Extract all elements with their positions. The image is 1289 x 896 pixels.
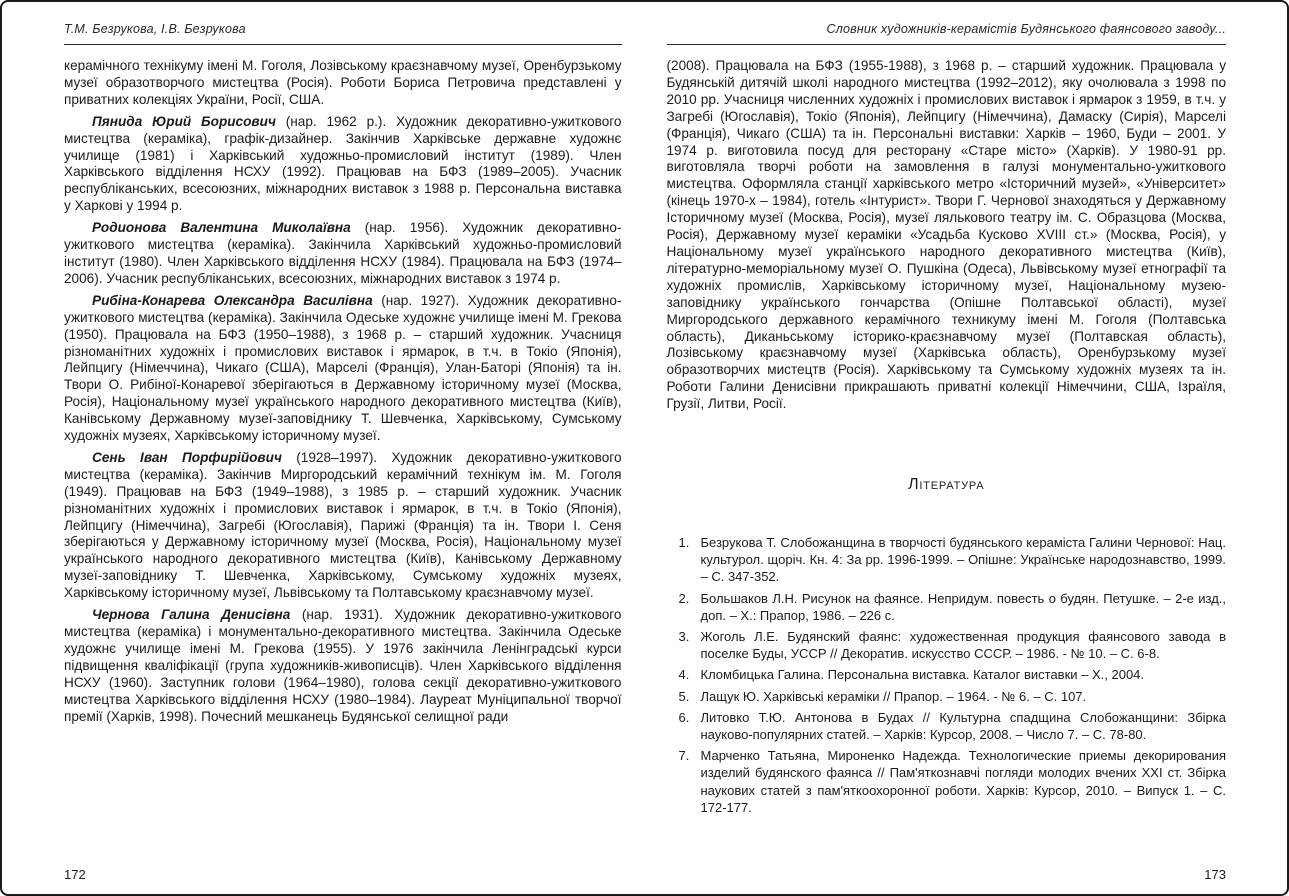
artist-name: Пянида Юрий Борисович (92, 113, 276, 129)
literature-item (667, 709, 1227, 743)
item-number: 5. (678, 688, 690, 704)
paragraph-text: (нар. 1962 р.). Художник декоративно-ужиткового мистецтва (кераміка), графік-дизайнер. Закінчив Харківське державне художнє училище (1981) і Харківський художньо-промисловий інститут (1989). Член Харківського відділення НСХУ (1992). Працював на БФЗ (1989–2005). Учасник республіканських, всесоюзних, міжнародних виставок з 1988 р. Персональна виставка у Харкові у 1994 р. (64, 113, 622, 214)
page-right (645, 2, 1288, 894)
artist-name: Родионова Валентина Миколаївна (92, 220, 351, 236)
artist-name: Чернова Галина Денисівна (92, 607, 291, 623)
running-header-authors: Т.М. Безрукова, І.В. Безрукова (64, 22, 246, 36)
page-number-right: 173 (1204, 867, 1226, 882)
right-page-body (667, 58, 1227, 418)
item-number: 1. (678, 535, 690, 551)
literature-section (667, 476, 1227, 820)
paragraph-chernova-continuation (667, 58, 1227, 413)
paragraph-text: (2008). Працювала на БФЗ (1955-1988), з 1968 р. – старший художник. Працювала у Будянській дитячій школі народного мистецтва (1992–2012), яку очолювала з 1998 по 2010 рр. Учасниця численних художніх і промислових виставок і ярмарок з 1959, в т.ч. у Загребі (Югославія), Токіо (Японія), Лейпцигу (Німеччина), Дамаску (Сирія), Марселі (Франція), Чикаго (США) та ін. Персональні виставки: Харків – 1960, Буди – 2001. У 1974 р. виготовила посуд для ресторану «Старе місто» (Харків). У 1980-91 рр. виготовляла творчі роботи на замовлення в галузі монументально-ужиткового мистецтва. Оформляла станції харківського метро «Історичний музей», «Університет» (кінець 1970-х – 1984), готель «Інтурист». Твори Г. Чернової знаходяться у Державному Історичному музеї (Москва, Росія), музеї лялькового театру ім. С. Образцова (Москва, Росія), Державному музеї кераміки «Усадьба Кусково XVIII ст.» (Москва, Росія), у Національному музеї українського народного декоративного мистецтва (Київ), літературно-меморіальному музеї О. Пушкіна (Одеса), Львівському музеї етнографії та художніх промислів, Харківському історичному музеї, Національному музею-заповіднику українського гончарства (Опішне Полтавської області), музеї Миргородського державного керамічного техникуму імені М. Гоголя (Полтавська область), Диканьському історико-краєзнавчому музеї (Полтавская область), Лозівському краєзнавчому музеї (Харківська область), Оренбурзькому музеї образотворчих мистецтв (Росія). Харківському та Сумському художніх музеях та ін. Роботи Галини Денисівни прикрашають приватні колекції Німеччини, США, Ізраїля, Грузії, Литви, Росії. (666, 58, 1226, 412)
item-number: 6. (678, 709, 690, 725)
running-header-title: Словник художників-керамістів Будянського фаянсового заводу... (826, 22, 1226, 36)
header-rule (667, 44, 1227, 45)
paragraph-sen (64, 450, 622, 602)
paragraph-pianyda (64, 114, 622, 215)
paragraph-text: керамічного технікуму імені М. Гоголя, Лозівському краєзнавчому музеї, Оренбурзькому музеї образотворчого мистецтва (Росія). Роботи Бориса Петровича представлені у приватних колекціях України, Росії, США. (64, 58, 622, 107)
literature-item (667, 628, 1227, 662)
item-number: 7. (678, 748, 690, 764)
item-text: Кломбицька Галина. Персональна виставка. Каталог виставки – Х., 2004. (700, 667, 1145, 683)
paragraph-text: (1928–1997). Художник декоративно-ужиткового мистецтва (кераміка). Закінчив Миргородський керамічний технікум ім. М. Гоголя (1949). Працював на БФЗ (1949–1988), з 1985 р. – старший художник. Учасник різноманітних художніх і промислових виставок і ярмарок, в т.ч. в Токіо (Японія), Лейпцигу (Німеччина), Загребі (Югославія), Парижі (Франція) та ін. Твори І. Сеня зберігаються у Державному історичному музеї (Москва, Росія), Національному музеї українського народного декоративного мистецтва (Київ), Канівському Державному музеї-заповіднику Т. Шевченка, Харківському, Сумському художніх музеях, Харківському історичному музеї, Львівському та Полтавському краєзнавчому музеї. (64, 449, 622, 601)
page-number-left: 172 (64, 867, 86, 882)
paragraph-text: (нар. 1927). Художник декоративно-ужиткового мистецтва (кераміка). Закінчила Одеське художнє училище імені М. Грекова (1950). Працювала на БФЗ (1950–1988), з 1968 р. – старший художник. Учасниця різноманітних художніх і промислових виставок і ярмарок, в т.ч. в Токіо (Японія), Лейпцигу (Німеччина), Чикаго (США), Марселі (Франція), Улан-Баторі (Японія) та ін. Твори О. Рибіної-Конаревої зберігаються в Державному історичному музеї (Москва, Росія), Національному музеї українського народного декоративного мистецтва (Київ), Канівському Державному музеї-заповіднику Т. Шевченка, Харківському, Сумському художніх музеях, Харківському історичному музеї. (64, 292, 622, 444)
literature-item (667, 688, 1227, 705)
literature-item (667, 534, 1227, 586)
paragraph-chernova (64, 607, 622, 725)
paragraph-rybina-konareva (64, 293, 622, 445)
item-text: Безрукова Т. Слобожанщина в творчості будянського кераміста Галини Чернової: Нац. культурол. щоріч. Кн. 4: За рр. 1996-1999. – Опішне: Українське народознавство, 1999. – С. 347-352. (700, 535, 1226, 585)
literature-item (667, 666, 1227, 683)
header-rule (64, 44, 622, 45)
item-text: Литовко Т.Ю. Антонова в Будах // Культурна спадщина Слобожанщини: Збірка науково-популярних статей. – Харків: Курсор, 2008. – Число 7. – С. 78-80. (700, 709, 1226, 743)
item-number: 2. (678, 590, 690, 606)
literature-heading: Література (908, 476, 985, 494)
paragraph-rodionova (64, 220, 622, 288)
artist-name: Сень Іван Порфирійович (92, 449, 282, 465)
literature-item (667, 590, 1227, 624)
paragraph-text: (нар. 1956). Художник декоративно-ужиткового мистецтва (кераміка). Закінчила Харківський художньо-промисловий інститут (1980). Член Харківського відділення НСХУ (1984). Працювала на БФЗ (1974–2006). Учасник республіканських, всесоюзних, міжнародних виставок з 1974 р. (64, 220, 622, 286)
paragraph-continuation (64, 58, 622, 109)
item-text: Большаков Л.Н. Рисунок на фаянсе. Непридум. повесть о будян. Петушке. – 2-е изд., доп. – Х.: Прапор, 1986. – 226 с. (700, 590, 1226, 623)
literature-item (667, 747, 1227, 816)
artist-name: Рибіна-Конарева Олександра Василівна (92, 292, 373, 308)
paragraph-text: (нар. 1931). Художник декоративно-ужиткового мистецтва (кераміка) і монументально-декоративного мистецтва. Закінчила Одеське художнє училище імені М. Грекова (1955). У 1976 закінчила Ленінградські курси підвищення кваліфікації (група художників-живописців). Член Харківського відділення НСХУ (1960). Заступник голови (1964–1980), голова секції декоративно-ужиткового мистецтва Харківського відділення НСХУ (1980–1984). Лауреат Муніципальної творчої премії (Харків, 1998). Почесний мешканець Будянської селищної ради (64, 607, 622, 724)
literature-list (667, 534, 1227, 816)
item-text: Марченко Татьяна, Мироненко Надежда. Технологические приемы декорирования изделий будянского фаянса // Пам'яткознавчі погляди молодих вчених XXI ст. Збірка наукових статей з пам'яткоохоронної роботи. Харків: Курсор, 2010. – Випуск 1. – С. 172-177. (700, 748, 1226, 815)
item-text: Жоголь Л.Е. Будянский фаянс: художественная продукция фаянсового завода в поселке Буды, УССР // Декоратив. искусство СССР. – 1986. - № 10. – С. 6-8. (700, 629, 1226, 662)
page-left (2, 2, 645, 894)
item-text: Лащук Ю. Харківські кераміки // Прапор. – 1964. - № 6. – С. 107. (700, 688, 1087, 704)
left-page-body (64, 58, 622, 730)
item-number: 4. (678, 667, 690, 683)
item-number: 3. (678, 629, 690, 645)
